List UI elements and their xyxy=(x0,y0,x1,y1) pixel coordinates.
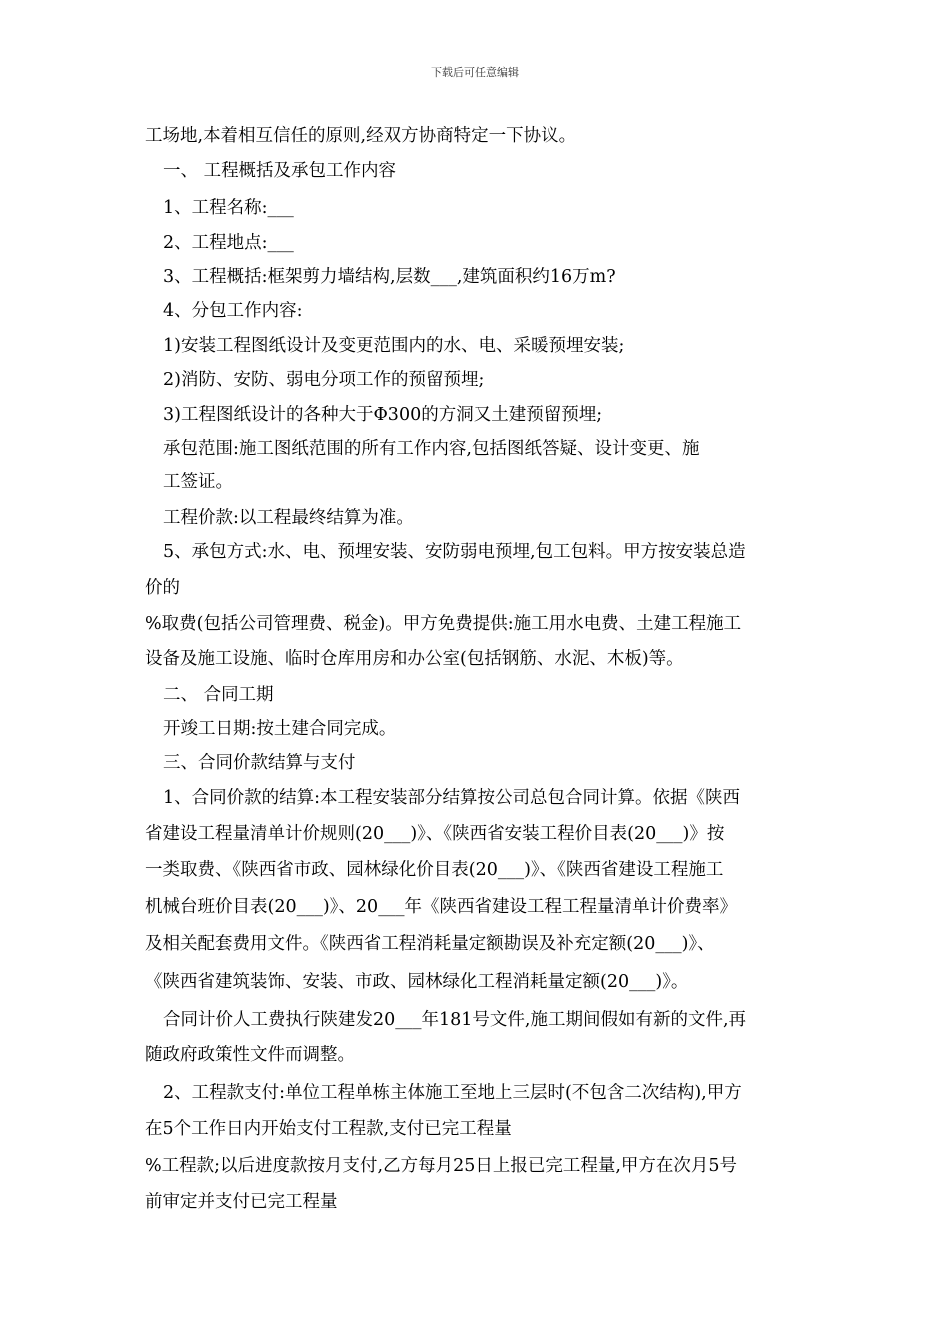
paragraph-line: %工程款;以后进度款按月支付,乙方每月25日上报已完工程量,甲方在次月5号 xyxy=(145,1156,738,1176)
paragraph-line: 1、合同价款的结算:本工程安装部分结算按公司总包合同计算。依据《陕西 xyxy=(163,788,741,808)
paragraph-line: 3)工程图纸设计的各种大于Φ300的方洞又土建预留预埋; xyxy=(163,405,603,425)
paragraph-line: %取费(包括公司管理费、税金)。甲方免费提供:施工用水电费、土建工程施工 xyxy=(145,614,742,634)
paragraph-line: 3、工程概括:框架剪力墙结构,层数___,建筑面积约16万m? xyxy=(163,267,616,287)
paragraph-line: 2、工程地点:___ xyxy=(163,233,294,253)
paragraph-line: 设备及施工设施、临时仓库用房和办公室(包括钢筋、水泥、木板)等。 xyxy=(145,649,684,669)
paragraph-line: 机械台班价目表(20___)》、20___年《陕西省建设工程工程量清单计价费率》 xyxy=(145,897,737,917)
paragraph-line: 合同计价人工费执行陕建发20___年181号文件,施工期间假如有新的文件,再 xyxy=(163,1010,747,1030)
paragraph-line: 《陕西省建筑装饰、安装、市政、园林绿化工程消耗量定额(20___)》。 xyxy=(145,972,689,992)
paragraph-line: 5、承包方式:水、电、预埋安装、安防弱电预埋,包工包料。甲方按安装总造 xyxy=(163,542,746,562)
section-heading: 二、 合同工期 xyxy=(163,685,274,705)
paragraph-line: 承包范围:施工图纸范围的所有工作内容,包括图纸答疑、设计变更、施 xyxy=(163,439,700,459)
paragraph-line: 2)消防、安防、弱电分项工作的预留预埋; xyxy=(163,370,485,390)
paragraph-line: 一类取费、《陕西省市政、园林绿化价目表(20___)》、《陕西省建设工程施工 xyxy=(145,860,724,880)
paragraph-line: 省建设工程量清单计价规则(20___)》、《陕西省安装工程价目表(20___)》按 xyxy=(145,824,725,844)
paragraph-line: 前审定并支付已完工程量 xyxy=(145,1192,338,1212)
paragraph-line: 4、分包工作内容: xyxy=(163,301,303,321)
paragraph-line: 1)安装工程图纸设计及变更范围内的水、电、采暖预埋安装; xyxy=(163,336,625,356)
paragraph-line: 在5个工作日内开始支付工程款,支付已完工程量 xyxy=(145,1119,512,1139)
paragraph-line: 工签证。 xyxy=(163,472,233,492)
paragraph-line: 随政府政策性文件而调整。 xyxy=(145,1045,355,1065)
paragraph-line: 价的 xyxy=(145,578,180,598)
paragraph-line: 1、工程名称:___ xyxy=(163,198,294,218)
paragraph-line: 工场地,本着相互信任的原则,经双方协商特定一下协议。 xyxy=(145,126,577,146)
section-heading: 三、合同价款结算与支付 xyxy=(163,753,356,773)
page-header: 下载后可任意编辑 xyxy=(431,66,519,79)
paragraph-line: 及相关配套费用文件。《陕西省工程消耗量定额勘误及补充定额(20___)》、 xyxy=(145,934,715,954)
paragraph-line: 工程价款:以工程最终结算为准。 xyxy=(163,508,414,528)
paragraph-line: 2、工程款支付:单位工程单栋主体施工至地上三层时(不包含二次结构),甲方 xyxy=(163,1083,742,1103)
section-heading: 一、 工程概括及承包工作内容 xyxy=(163,161,397,181)
paragraph-line: 开竣工日期:按土建合同完成。 xyxy=(163,719,397,739)
